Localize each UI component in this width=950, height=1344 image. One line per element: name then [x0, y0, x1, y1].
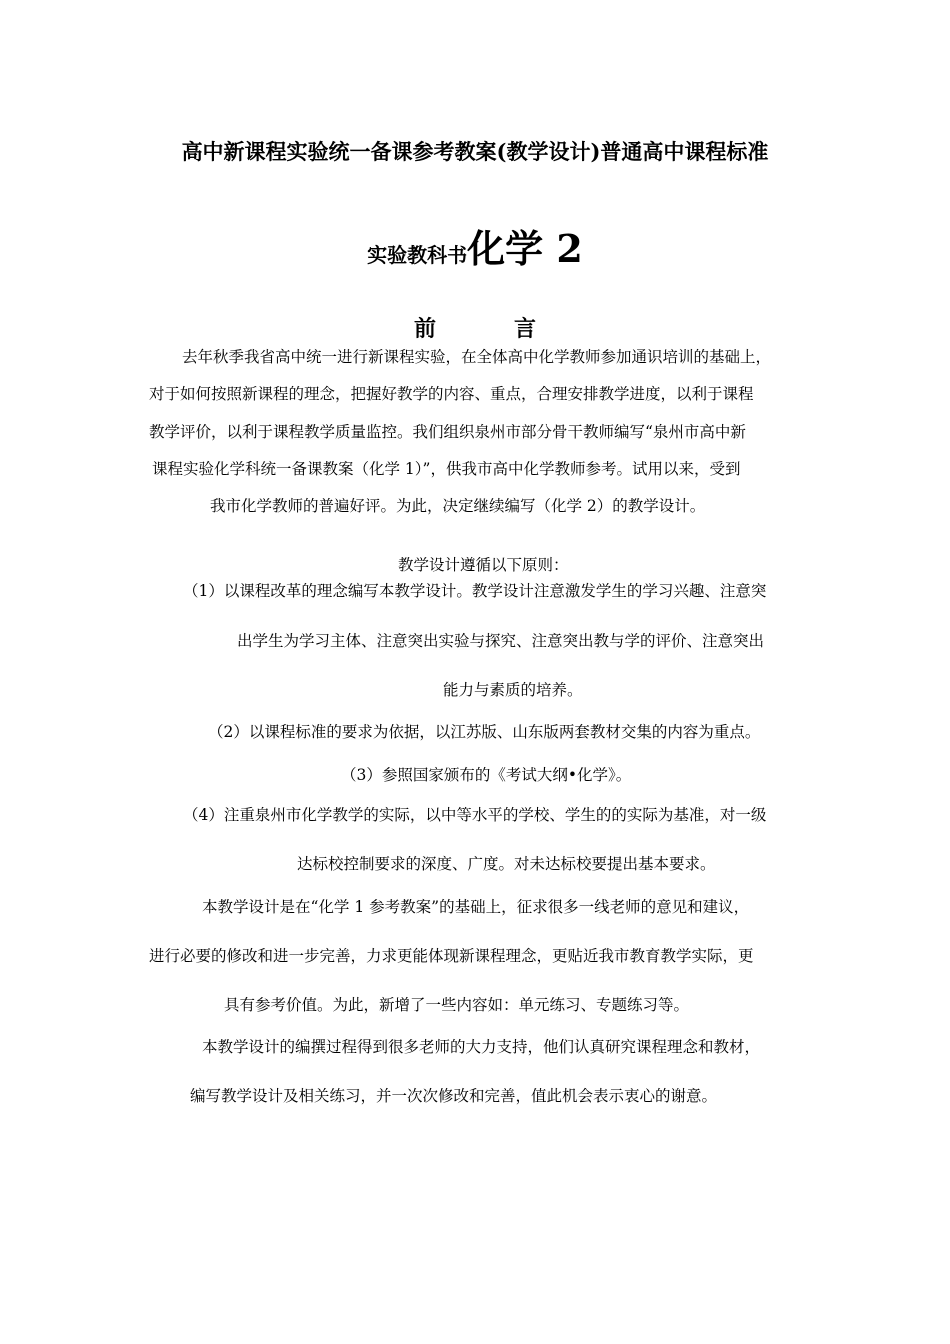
paragraph-line: 具有参考价值。为此，新增了一些内容如：单元练习、专题练习等。	[224, 996, 690, 1014]
paragraph-line: 课程实验化学科统一备课教案（化学 1）”，供我市高中化学教师参考。试用以来，受到	[152, 460, 741, 478]
paragraph-line: 我市化学教师的普遍好评。为此，决定继续编写（化学 2）的教学设计。	[210, 497, 706, 515]
paragraph-line: 本教学设计的编撰过程得到很多老师的大力支持，他们认真研究课程理念和教材，	[202, 1038, 761, 1056]
paragraph-line: 教学评价，以利于课程教学质量监控。我们组织泉州市部分骨干教师编写“泉州市高中新	[149, 423, 746, 441]
paragraph-line: 本教学设计是在“化学 1 参考教案”的基础上，征求很多一线老师的意见和建议，	[202, 898, 750, 916]
principle-1-line: 出学生为学习主体、注意突出实验与探究、注意突出教与学的评价、注意突出	[237, 632, 765, 650]
paragraph-line: 编写教学设计及相关练习，并一次次修改和完善，值此机会表示衷心的谢意。	[190, 1087, 718, 1105]
preface-heading: 前 言	[413, 316, 564, 342]
paragraph-line: 去年秋季我省高中统一进行新课程实验，在全体高中化学教师参加通识培训的基础上，	[182, 348, 772, 366]
principle-3: （3）参照国家颁布的《考试大纲•化学》。	[341, 766, 632, 784]
subtitle-subject: 化学 2	[467, 226, 583, 271]
document-subtitle	[0, 224, 950, 274]
principles-heading: 教学设计遵循以下原则：	[398, 556, 569, 574]
principle-1-line: （1）以课程改革的理念编写本教学设计。教学设计注意激发学生的学习兴趣、注意突	[183, 582, 767, 600]
principle-1-line: 能力与素质的培养。	[443, 681, 583, 699]
principle-4-line: （4）注重泉州市化学教学的实际，以中等水平的学校、学生的的实际为基准，对一级	[183, 806, 767, 824]
paragraph-line: 对于如何按照新课程的理念，把握好教学的内容、重点，合理安排教学进度，以利于课程	[149, 385, 754, 403]
paragraph-line: 进行必要的修改和进一步完善，力求更能体现新课程理念，更贴近我市教育教学实际，更	[149, 947, 754, 965]
document-title: 高中新课程实验统一备课参考教案(教学设计)普通高中课程标准	[181, 139, 769, 164]
principle-4-line: 达标校控制要求的深度、广度。对未达标校要提出基本要求。	[297, 855, 716, 873]
subtitle-series: 实验教科书	[367, 243, 468, 267]
principle-2: （2）以课程标准的要求为依据，以江苏版、山东版两套教材交集的内容为重点。	[208, 723, 761, 741]
